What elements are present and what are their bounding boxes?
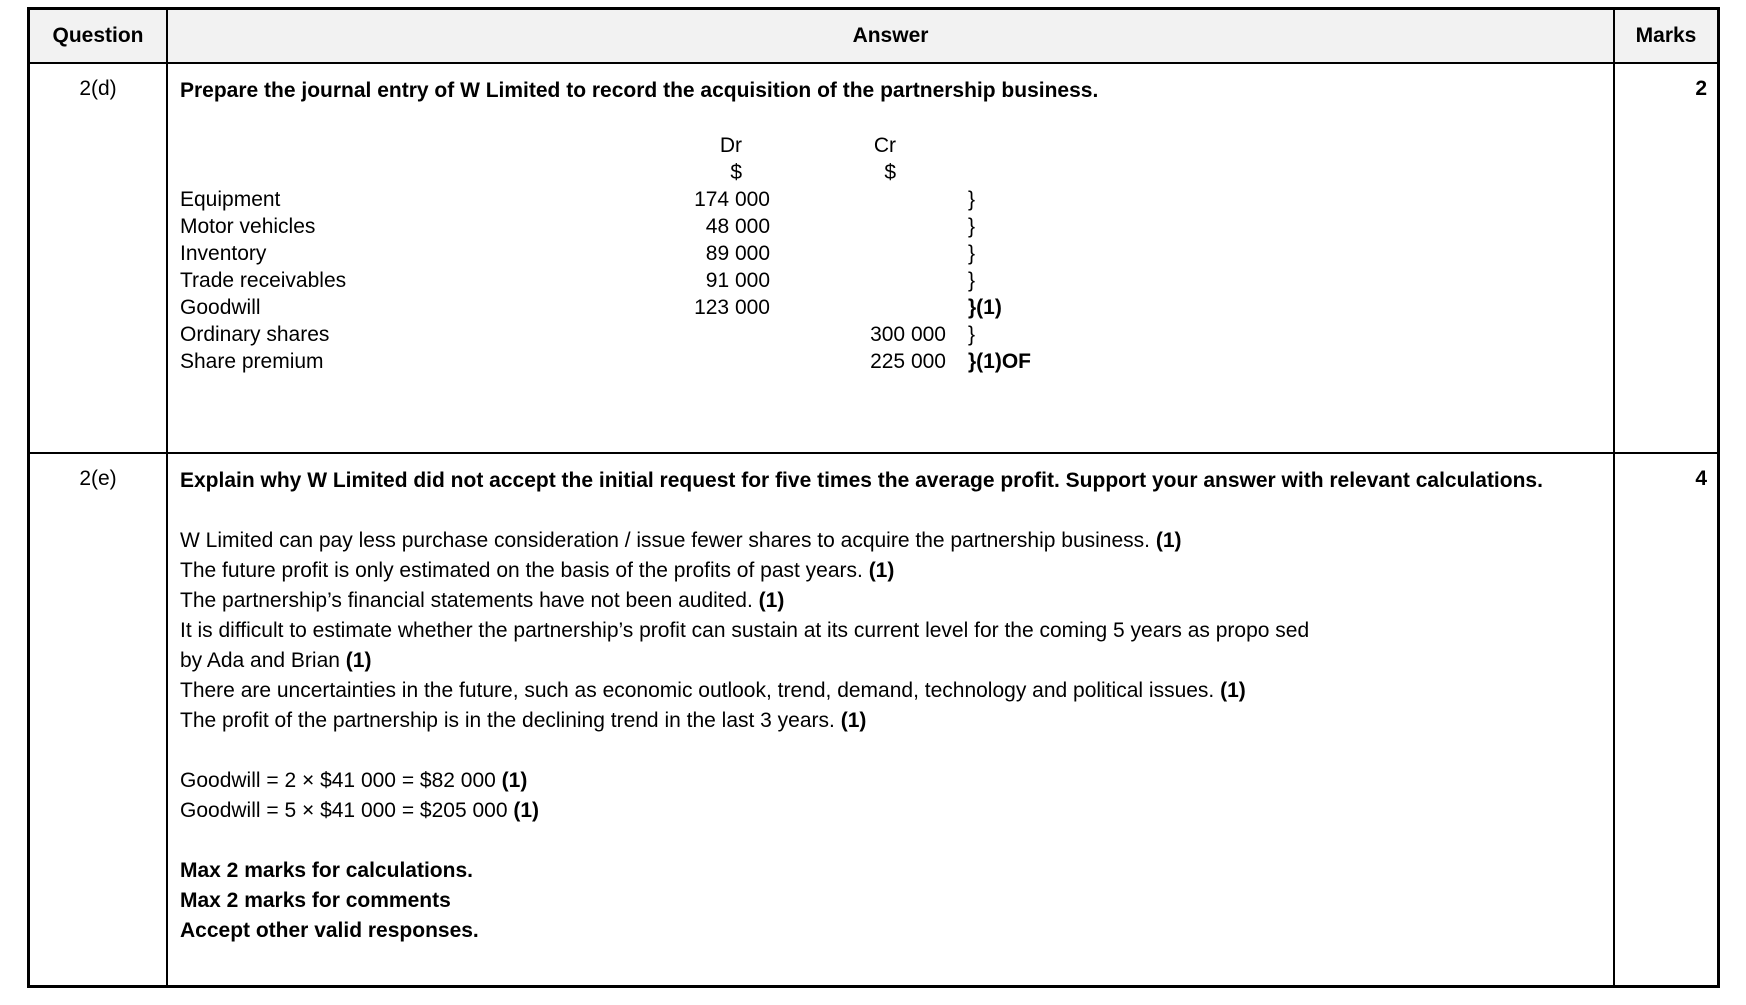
marking-note: Max 2 marks for comments: [180, 889, 451, 912]
dr-currency: $: [730, 161, 742, 184]
answer-cell-2d: [168, 64, 1615, 452]
journal-drcr-header: [180, 132, 1597, 159]
mark-brace: }: [968, 188, 976, 211]
journal-entry-row: [180, 213, 1597, 240]
marking-notes-block: [180, 856, 1597, 946]
dr-amount: 89 000: [705, 242, 770, 265]
mark-brace: }: [968, 323, 976, 346]
comment-line: by Ada and Brian (1): [180, 649, 372, 672]
question-2d-heading: Prepare the journal entry of W Limited to record the acquisition of the partnership business.: [180, 79, 1099, 102]
account-name: Equipment: [180, 188, 281, 211]
answer-cell-2e: [168, 454, 1615, 985]
dr-amount: 48 000: [705, 215, 770, 238]
account-name: Inventory: [180, 242, 267, 265]
cr-amount: 300 000: [870, 323, 946, 346]
account-name: Share premium: [180, 350, 324, 373]
marking-note: Max 2 marks for calculations.: [180, 859, 473, 882]
cr-label: Cr: [873, 134, 896, 157]
comment-line: W Limited can pay less purchase consideration / issue fewer shares to acquire the partnership business. (1): [180, 529, 1182, 552]
table-row-2d: [30, 62, 1717, 452]
mark-brace: }: [968, 269, 976, 292]
cr-amount: [770, 294, 946, 321]
journal-currency-header: [180, 159, 1597, 186]
cr-amount: 225 000: [870, 350, 946, 373]
marks-value-2e: 4: [1695, 467, 1707, 490]
journal-entry-table: [180, 132, 1597, 375]
account-name: Motor vehicles: [180, 215, 316, 238]
account-name: Ordinary shares: [180, 323, 330, 346]
cr-amount: [770, 186, 946, 213]
dr-amount: 123 000: [694, 296, 770, 319]
goodwill-calculations-block: [180, 766, 1597, 826]
comment-line: The future profit is only estimated on the basis of the profits of past years. (1): [180, 559, 895, 582]
cr-amount: [770, 267, 946, 294]
account-name: Goodwill: [180, 296, 261, 319]
mark-brace: }(1)OF: [968, 350, 1031, 373]
journal-entry-row: [180, 240, 1597, 267]
cr-amount: [770, 213, 946, 240]
answer-column-header: Answer: [168, 10, 1615, 62]
dr-amount: 174 000: [694, 188, 770, 211]
comments-block: [180, 526, 1597, 736]
comment-line: There are uncertainties in the future, such as economic outlook, trend, demand, technology and political issues. (1): [180, 679, 1246, 702]
marks-value-2d: 2: [1695, 77, 1707, 100]
question-number-2e: 2(e): [30, 454, 168, 985]
calculation-line: Goodwill = 5 × $41 000 = $205 000 (1): [180, 799, 540, 822]
table-row-2e: [30, 452, 1717, 985]
question-number-2d: 2(d): [30, 64, 168, 452]
marking-note: Accept other valid responses.: [180, 919, 479, 942]
cr-amount: [770, 240, 946, 267]
question-2e-heading: Explain why W Limited did not accept the initial request for five times the average profit. Support your answer with relevant calculations.: [180, 469, 1543, 492]
dr-amount: [570, 321, 770, 348]
table-header-row: [30, 10, 1717, 62]
comment-line: The profit of the partnership is in the declining trend in the last 3 years. (1): [180, 709, 867, 732]
cr-currency: $: [884, 161, 896, 184]
journal-entry-row: [180, 186, 1597, 213]
mark-brace: }: [968, 215, 976, 238]
question-column-header: Question: [30, 10, 168, 62]
calculation-line: Goodwill = 2 × $41 000 = $82 000 (1): [180, 769, 528, 792]
dr-label: Dr: [719, 134, 742, 157]
journal-entry-row: [180, 348, 1597, 375]
journal-entry-row: [180, 321, 1597, 348]
journal-entry-row: [180, 294, 1597, 321]
marking-scheme-table: [27, 7, 1720, 988]
mark-brace: }(1): [968, 296, 1002, 319]
comment-line: It is difficult to estimate whether the partnership’s profit can sustain at its current level for the coming 5 years as propo sed: [180, 619, 1310, 642]
journal-entry-row: [180, 267, 1597, 294]
dr-amount: [570, 348, 770, 375]
dr-amount: 91 000: [705, 269, 770, 292]
marks-column-header: Marks: [1615, 10, 1717, 62]
comment-line: The partnership’s financial statements have not been audited. (1): [180, 589, 785, 612]
mark-brace: }: [968, 242, 976, 265]
account-name: Trade receivables: [180, 269, 347, 292]
